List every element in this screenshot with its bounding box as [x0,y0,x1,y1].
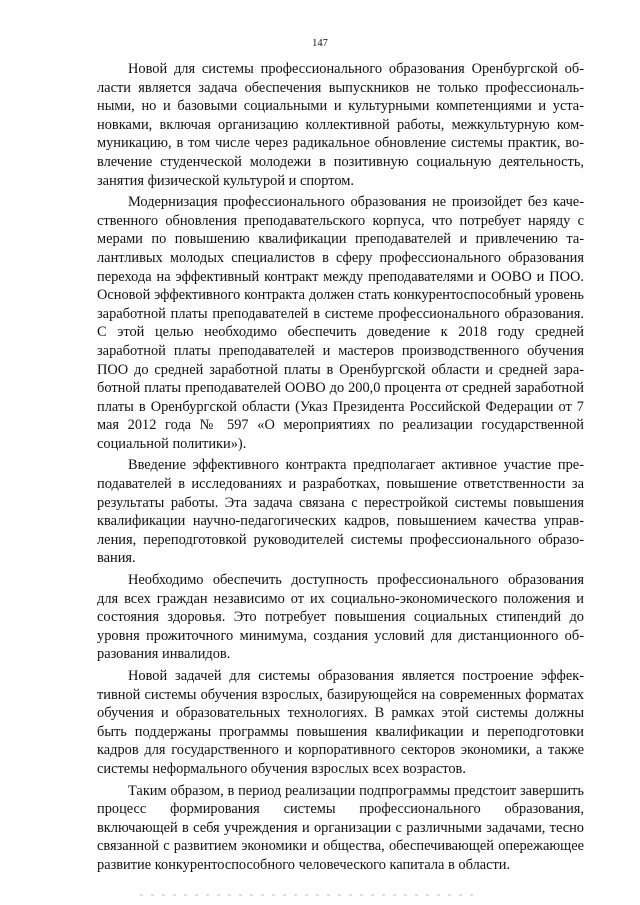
page-number: 147 [312,38,328,49]
scan-edge-artifact [140,894,480,896]
paragraph-2: Модернизация профессионального образования не произойдет без качественного обновления преподавательского корпуса, что потребует наряду с мерами по повышению квалификации преподавателей и привлечению талантливых молодых специалистов в сферу профессионального образования перехода на эффективный контракт между преподавателями и ООВО и ПОО. Основой эффективного контракта должен стать конкурентоспособный уровень заработной платы преподавателей в системе профессионального образования. С этой целью необходимо обеспечить доведение к 2018 году средней заработной платы преподавателей и мастеров производственного обучения ПОО до средней заработной платы в Оренбургской области и средней заработной платы преподавателей ООВО до 200,0 процента от средней заработной платы в Оренбургской области (Указ Президента Российской Федерации от 7 мая 2012 года № 597 «О мероприятиях по реализации государственной социальной политики»). [97,194,584,452]
paragraph-5: Новой задачей для системы образования является построение эффективной системы обучения взрослых, базирующейся на современных форматах обучения и образовательных технологиях. В рамках этой системы должны быть поддержаны программы повышения квалификации и переподготовки кадров для государственного и корпоративного секторов экономики, а также системы неформального обучения взрослых всех возрастов. [97,668,584,777]
paragraph-4: Необходимо обеспечить доступность профессионального образования для всех граждан независимо от их социально-экономического положения и состояния здоровья. Это потребует повышения социальных стипендий до уровня прожиточного минимума, создания условий для дистанционного образования инвалидов. [97,572,584,663]
paragraph-3: Введение эффективного контракта предполагает активное участие преподавателей в исследованиях и разработках, повышение ответственности за результаты работы. Эта задача связана с перестройкой системы повышения квалификации научно-педагогических кадров, повышением качества управления, переподготовкой руководителей системы профессионального образования. [97,457,584,567]
paragraph-6: Таким образом, в период реализации подпрограммы предстоит завершить процесс формирования системы профессионального образования, включающей в себя учреждения и организации с различными задачами, тесно связанной с развитием экономики и общества, обеспечивающей опережающее развитие конкурентоспособного человеческого капитала в области. [97,782,584,873]
paragraph-1: Новой для системы профессионального образования Оренбургской области является задача обеспечения выпускников не только профессиональными, но и базовыми социальными и культурными компетенциями и установками, включая организацию коллективной работы, межкультурную коммуникацию, в том числе через радикальное обновление системы практик, вовлечение студенческой молодежи в позитивную социальную деятельность, занятия физической культурой и спортом. [97,61,584,189]
document-body [97,60,584,878]
